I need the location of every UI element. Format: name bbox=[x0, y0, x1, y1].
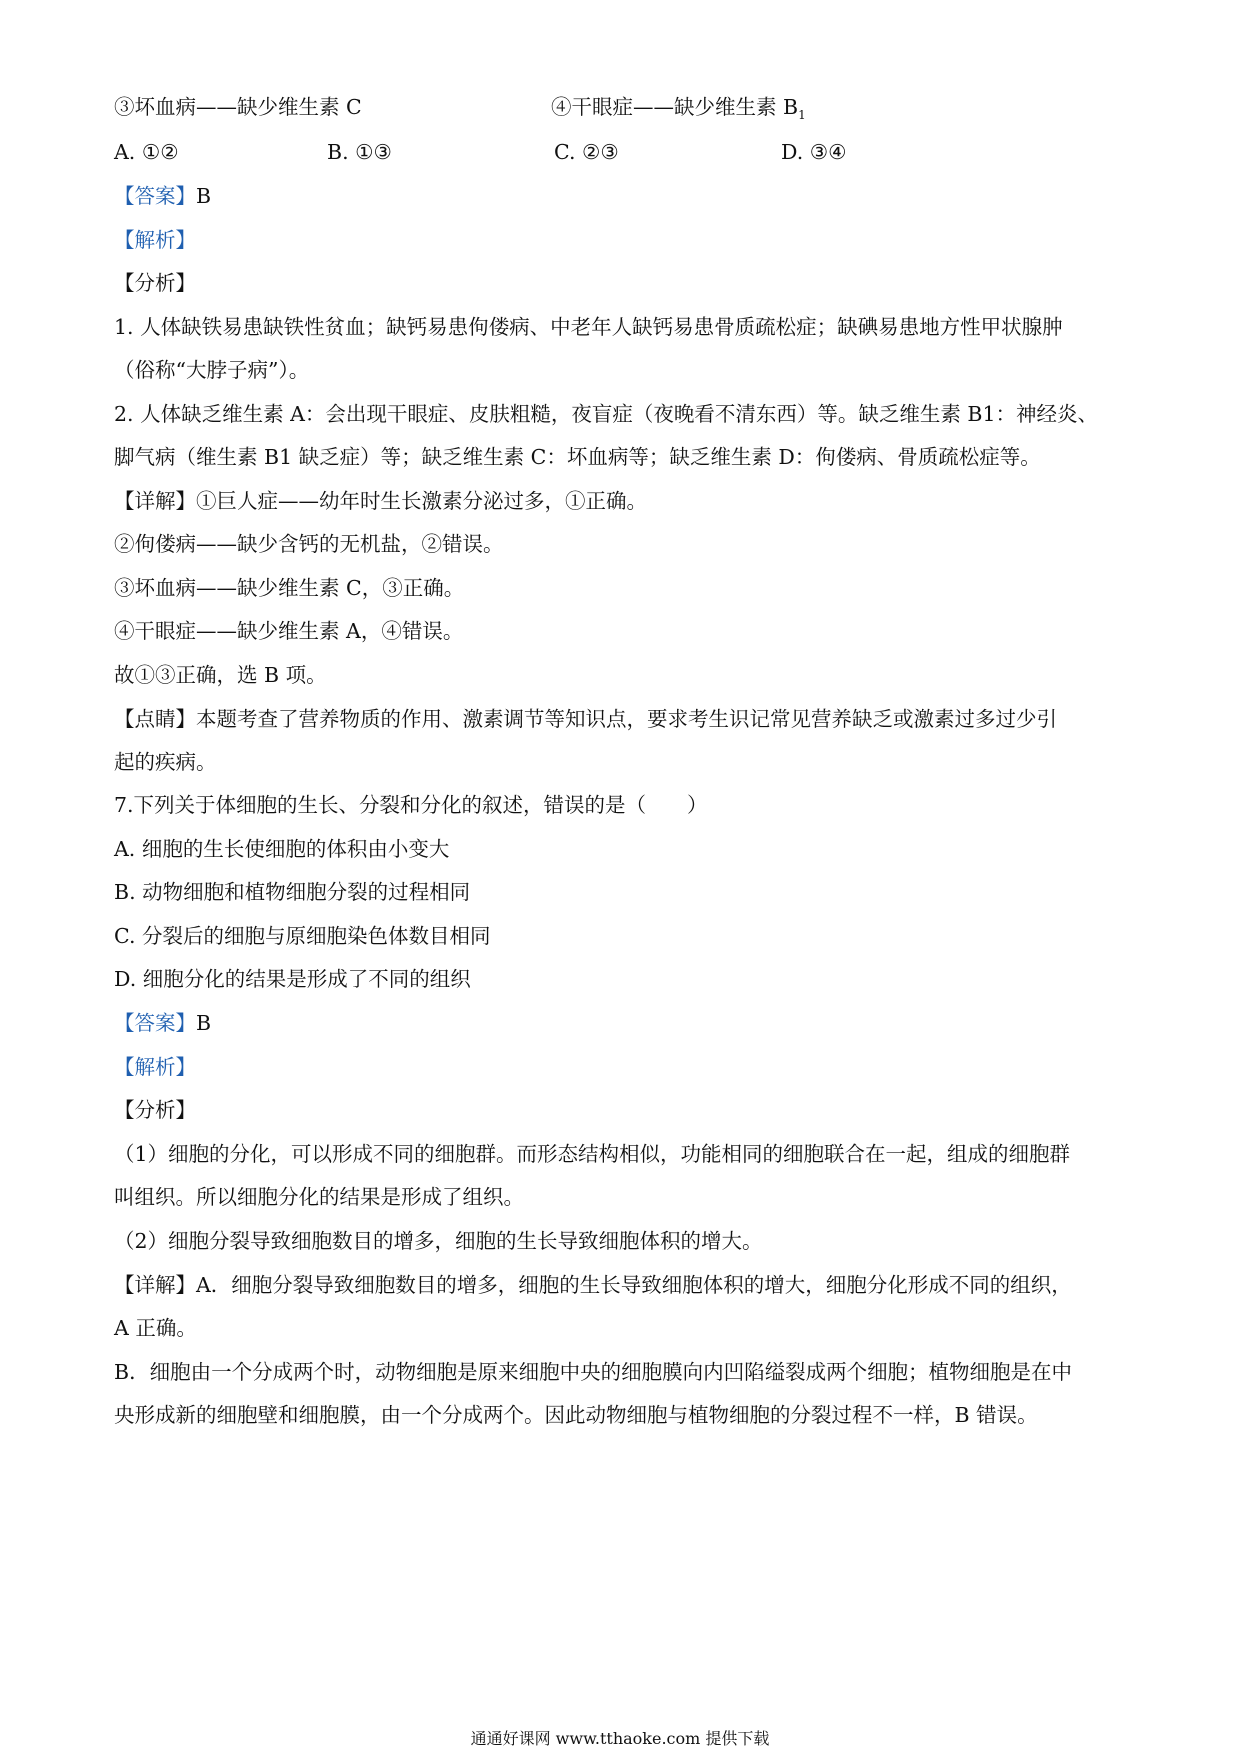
q7-stem: 7.下列关于体细胞的生长、分裂和分化的叙述，错误的是（ ） bbox=[114, 793, 708, 817]
q6-detail-line: ③坏血病——缺少维生素 C，③正确。 bbox=[114, 576, 465, 600]
q7-fenxi-heading: 【分析】 bbox=[114, 1098, 196, 1122]
q7-analysis-line: （1）细胞的分化，可以形成不同的细胞群。而形态结构相似，功能相同的细胞联合在一起，组成的细胞群 bbox=[114, 1142, 1071, 1166]
q7-detail-line: 央形成新的细胞壁和细胞膜，由一个分成两个。因此动物细胞与植物细胞的分裂过程不一样，B 错误。 bbox=[114, 1403, 1038, 1427]
q6-detail-line: 【详解】①巨人症——幼年时生长激素分泌过多，①正确。 bbox=[114, 489, 647, 513]
q7-option-b: B. 动物细胞和植物细胞分裂的过程相同 bbox=[114, 880, 471, 904]
page-footer: 通通好课网 www.tthaoke.com 提供下载 bbox=[470, 1729, 770, 1748]
q6-jiexi-heading: 【解析】 bbox=[114, 228, 196, 252]
q6-answer bbox=[114, 181, 1134, 211]
q6-fenxi-heading: 【分析】 bbox=[114, 271, 196, 295]
q6-detail-line: 故①③正确，选 B 项。 bbox=[114, 663, 327, 687]
q6-analysis-line: 1. 人体缺铁易患缺铁性贫血；缺钙易患佝偻病、中老年人缺钙易患骨质疏松症；缺碘易患地方性甲状腺肿 bbox=[114, 315, 1063, 339]
q7-answer-tag: 【答案】 bbox=[114, 1011, 196, 1035]
q7-option-a: A. 细胞的生长使细胞的体积由小变大 bbox=[114, 837, 450, 861]
q6-detail-line: ②佝偻病——缺少含钙的无机盐，②错误。 bbox=[114, 532, 504, 556]
q6-comment-line: 起的疾病。 bbox=[114, 750, 217, 774]
q6-item-4-subscript: 1 bbox=[798, 108, 806, 122]
q6-item-3: ③坏血病——缺少维生素 C bbox=[114, 95, 362, 119]
q6-option-b: B. ①③ bbox=[327, 140, 392, 164]
q7-answer-value: B bbox=[196, 1011, 212, 1035]
q7-analysis-line: （2）细胞分裂导致细胞数目的增多，细胞的生长导致细胞体积的增大。 bbox=[114, 1229, 763, 1253]
q6-answer-value: B bbox=[196, 184, 212, 208]
q7-option-c: C. 分裂后的细胞与原细胞染色体数目相同 bbox=[114, 924, 491, 948]
q6-option-c: C. ②③ bbox=[554, 140, 619, 164]
q7-detail-line: B．细胞由一个分成两个时，动物细胞是原来细胞中央的细胞膜向内凹陷缢裂成两个细胞；植物细胞是在中 bbox=[114, 1360, 1073, 1384]
q7-detail-line: A 正确。 bbox=[114, 1316, 197, 1340]
q6-analysis-line: 2. 人体缺乏维生素 A：会出现干眼症、皮肤粗糙，夜盲症（夜晚看不清东西）等。缺乏维生素 B1：神经炎、 bbox=[114, 402, 1099, 426]
q6-detail-line: ④干眼症——缺少维生素 A，④错误。 bbox=[114, 619, 464, 643]
q6-analysis-line: （俗称“大脖子病”）。 bbox=[114, 358, 310, 382]
q7-analysis-line: 叫组织。所以细胞分化的结果是形成了组织。 bbox=[114, 1185, 524, 1209]
q6-item-4 bbox=[551, 92, 806, 125]
q7-option-d: D. 细胞分化的结果是形成了不同的组织 bbox=[114, 967, 471, 991]
q7-answer bbox=[114, 1008, 1134, 1038]
q6-answer-tag: 【答案】 bbox=[114, 184, 196, 208]
q7-jiexi-heading: 【解析】 bbox=[114, 1055, 196, 1079]
q7-detail-line: 【详解】A．细胞分裂导致细胞数目的增多，细胞的生长导致细胞体积的增大，细胞分化形成不同的组织， bbox=[114, 1273, 1072, 1297]
q6-option-a: A. ①② bbox=[114, 140, 179, 164]
q6-analysis-line: 脚气病（维生素 B1 缺乏症）等；缺乏维生素 C：坏血病等；缺乏维生素 D：佝偻病、骨质疏松症等。 bbox=[114, 445, 1041, 469]
q6-option-d: D. ③④ bbox=[781, 140, 847, 164]
q6-comment-line: 【点睛】本题考查了营养物质的作用、激素调节等知识点，要求考生识记常见营养缺乏或激素过多过少引 bbox=[114, 707, 1057, 731]
q6-item-4-text: ④干眼症——缺少维生素 B bbox=[551, 95, 799, 119]
